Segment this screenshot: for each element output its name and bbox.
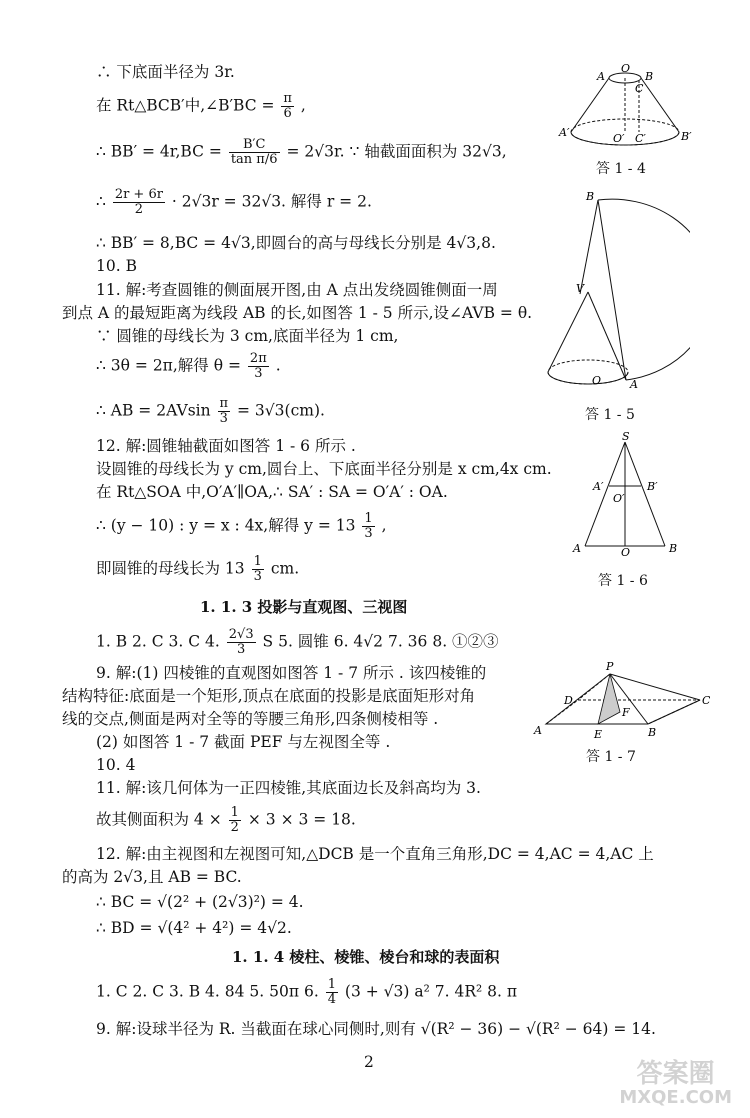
fraction: $\frac{2r + 6r}{2}$	[114, 187, 163, 217]
figure-caption: 答 1 - 6	[598, 573, 648, 589]
fig-label: B	[669, 542, 678, 555]
text-seg: cm.	[270, 559, 300, 578]
text-line: ∴ BB′ = 8,BC = 4√3,即圆台的高与母线长分别是 4√3,8.	[96, 234, 496, 252]
text-line: ∴ 下底面半径为 3r.	[96, 63, 235, 81]
fig-label: D	[564, 694, 573, 707]
text-seg: ,	[300, 96, 306, 115]
text-seg: = 2√3r. ∵ 轴截面面积为 32√3,	[286, 142, 507, 161]
fig-label: S	[622, 430, 630, 443]
text-line: 10. 4	[96, 756, 136, 774]
figure-caption: 答 1 - 4	[596, 161, 646, 177]
fig-label: O	[621, 546, 631, 558]
fig-label: A′	[559, 126, 570, 139]
fig-label: F	[622, 706, 630, 719]
fig-label: O′	[613, 132, 625, 145]
text-seg: ,	[381, 516, 387, 535]
text-line: ∵ 圆锥的母线长为 3 cm,底面半径为 1 cm,	[96, 327, 399, 345]
text-seg: 即圆锥的母线长为 13	[96, 559, 245, 578]
text-line: 设圆锥的母线长为 y cm,圆台上、下底面半径分别是 x cm,4x cm.	[96, 460, 552, 478]
text-seg: 在 Rt△BCB′中,∠B′BC =	[96, 96, 275, 115]
text-line: ∴ BD = √(4² + 4²) = 4√2.	[96, 919, 292, 937]
text-line: ∴ BC = √(2² + (2√3)²) = 4.	[96, 893, 304, 911]
text-seg: 1. B 2. C 3. C 4.	[96, 632, 220, 651]
fraction: $\frac{2\pi}{3}$	[249, 351, 267, 381]
fig-label: O	[621, 62, 631, 75]
text-seg: ∴ BB′ = 4r,BC =	[96, 142, 222, 161]
fig-label: C	[702, 694, 710, 707]
text-line	[96, 397, 325, 426]
fig-label: B	[586, 190, 595, 203]
fig-label: A	[630, 378, 638, 391]
figure-cone-unrolled	[540, 188, 690, 398]
fig-label: V	[576, 282, 584, 295]
section-heading: 1. 1. 4 棱柱、棱锥、棱台和球的表面积	[232, 948, 500, 966]
text-seg: ∴ AB = 2AVsin	[96, 401, 211, 420]
fraction: $\frac{\pi}{3}$	[219, 396, 229, 426]
text-line: 结构特征:底面是一个矩形,顶点在底面的投影是底面矩形对角	[62, 687, 476, 705]
text-line	[96, 138, 507, 167]
text-line: 11. 解:该几何体为一正四棱锥,其底面边长及斜高均为 3.	[96, 779, 481, 797]
text-line: 到点 A 的最短距离为线段 AB 的长,如图答 1 - 5 所示,设∠AVB = θ.	[62, 304, 533, 322]
text-seg: 故其侧面积为 4 ×	[96, 810, 222, 829]
text-seg: = 3√3(cm).	[237, 401, 325, 420]
figure-axial-section	[565, 430, 685, 558]
fraction: $\frac{\pi}{6}$	[283, 91, 292, 121]
figure-caption: 答 1 - 7	[586, 749, 636, 765]
text-line: 12. 解:由主视图和左视图可知,△DCB 是一个直角三角形,DC = 4,AC = 4,AC 上	[96, 845, 654, 863]
fig-label: C′	[635, 132, 646, 145]
text-line	[96, 512, 387, 541]
fig-label: A	[573, 542, 581, 555]
text-line: 的高为 2√3,且 AB = BC.	[62, 868, 242, 886]
fraction: $\frac{1}{3}$	[364, 511, 373, 541]
text-seg: ∴ (y − 10) : y = x : 4x,解得 y = 13	[96, 516, 356, 535]
figure-pyramid	[530, 660, 710, 740]
fig-label: B′	[681, 130, 692, 143]
text-seg: ∴ 3θ = 2π,解得 θ =	[96, 356, 241, 375]
text-seg: .	[275, 356, 281, 375]
fig-label: A′	[593, 480, 604, 493]
text-line	[96, 806, 356, 835]
text-seg: S 5. 圆锥 6. 4√2 7. 36 8. ①②③	[262, 632, 499, 651]
watermark-line2: MXQE.COM	[619, 1087, 732, 1108]
text-line: 12. 解:圆锥轴截面如图答 1 - 6 所示 .	[96, 437, 356, 455]
text-line: 11. 解:考查圆锥的侧面展开图,由 A 点出发绕圆锥侧面一周	[96, 281, 498, 299]
figure-frustum	[555, 60, 700, 160]
fraction: $\frac{1}{4}$	[327, 977, 336, 1007]
text-line	[96, 555, 299, 584]
fraction: $\frac{2√3}{3}$	[228, 627, 254, 657]
text-seg: (3 + √3) a² 7. 4R² 8. π	[344, 982, 518, 1001]
fig-label: A	[597, 70, 605, 83]
fig-label: A	[534, 724, 542, 737]
text-line: 10. B	[96, 257, 137, 275]
fig-label: P	[606, 660, 614, 673]
page-number: 2	[364, 1053, 374, 1071]
text-line	[96, 92, 306, 121]
fig-label: C	[635, 82, 644, 95]
text-line	[96, 628, 499, 657]
fig-label: O	[592, 374, 602, 387]
fig-label: B′	[647, 480, 658, 493]
text-line: 9. 解:(1) 四棱锥的直观图如图答 1 - 7 所示 . 该四棱锥的	[96, 664, 487, 682]
text-line	[96, 978, 517, 1007]
text-seg: ∴	[96, 192, 106, 211]
watermark	[619, 1060, 732, 1108]
text-line	[96, 352, 281, 381]
text-seg: 1. C 2. C 3. B 4. 84 5. 50π 6.	[96, 982, 319, 1001]
text-seg: × 3 × 3 = 18.	[247, 810, 356, 829]
fig-label: E	[594, 728, 603, 740]
text-line: 在 Rt△SOA 中,O′A′∥OA,∴ SA′ : SA = O′A′ : OA.	[96, 483, 448, 501]
watermark-line1: 答案圈	[636, 1059, 715, 1089]
fig-label: B	[645, 70, 654, 83]
text-seg: · 2√3r = 32√3. 解得 r = 2.	[171, 192, 372, 211]
text-line: (2) 如图答 1 - 7 截面 PEF 与左视图全等 .	[96, 733, 391, 751]
text-line	[96, 188, 372, 217]
fraction: $\frac{1}{2}$	[230, 805, 239, 835]
fraction: $\frac{1}{3}$	[253, 554, 262, 584]
fig-label: B	[648, 726, 657, 739]
figure-caption: 答 1 - 5	[585, 407, 635, 423]
section-heading: 1. 1. 3 投影与直观图、三视图	[200, 598, 408, 616]
fraction: $\frac{B'C}{\text{tan π/6}}$	[230, 137, 278, 167]
text-line: 线的交点,侧面是两对全等的等腰三角形,四条侧棱相等 .	[62, 710, 439, 728]
fig-label: O′	[613, 492, 625, 505]
text-line: 9. 解:设球半径为 R. 当截面在球心同侧时,则有 √(R² − 36) − √(R² − 64) = 14.	[96, 1020, 656, 1038]
